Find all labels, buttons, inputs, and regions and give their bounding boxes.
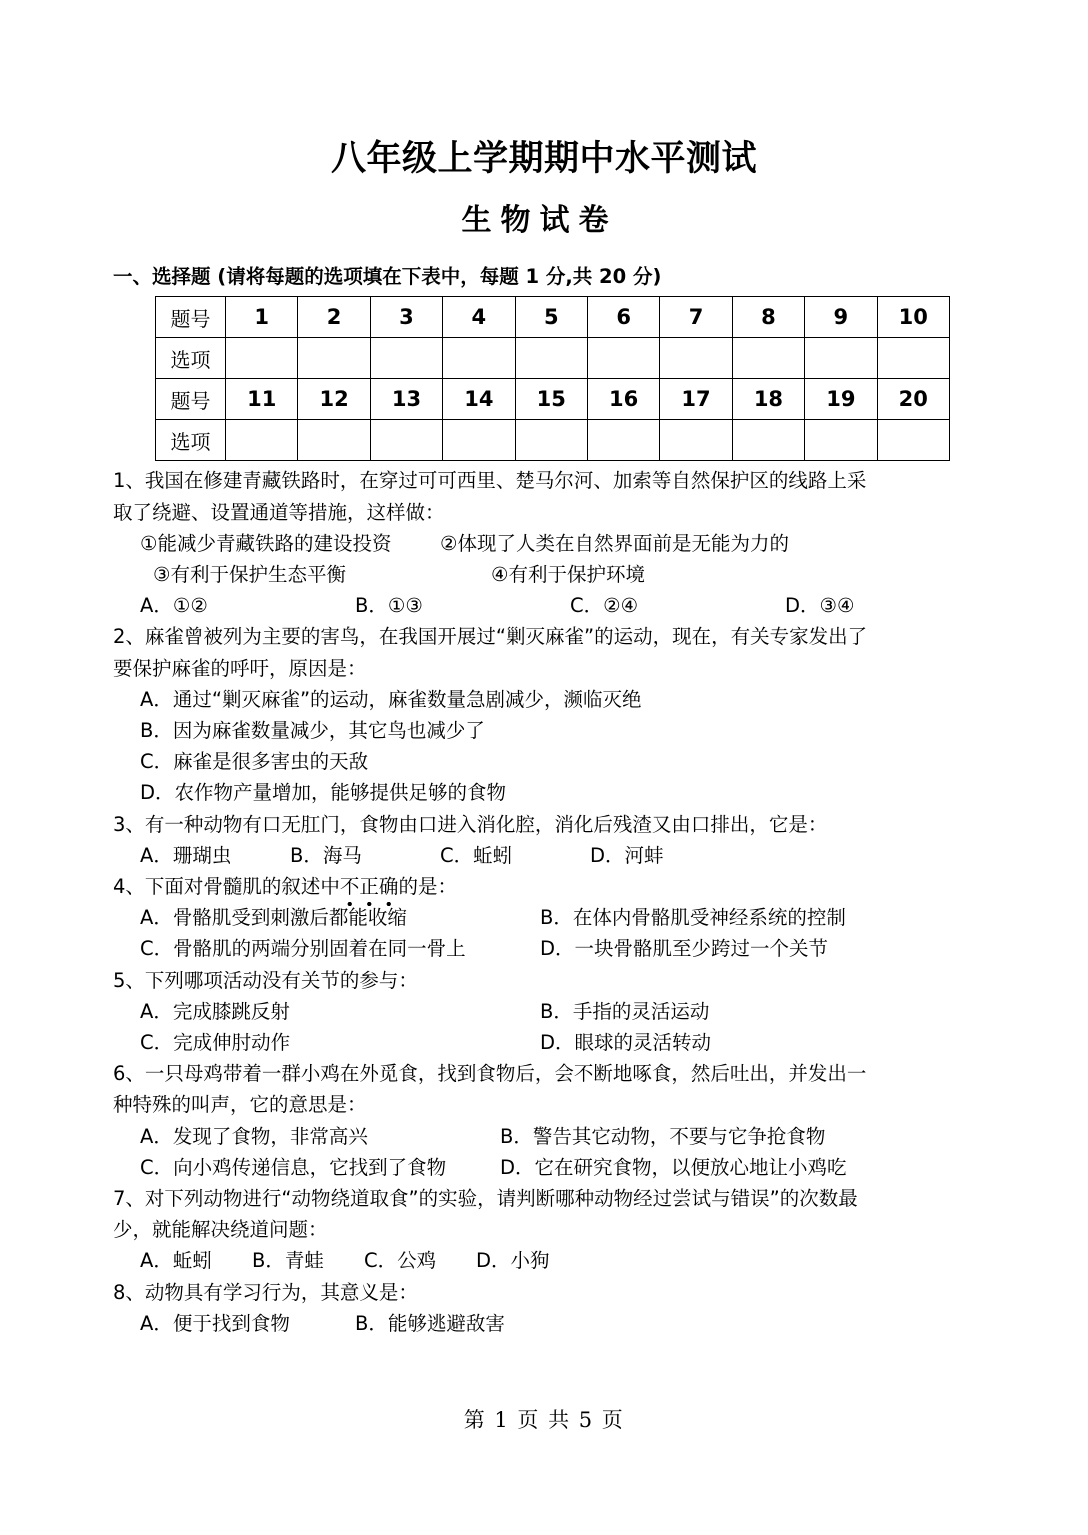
statement-row-2 (113, 559, 998, 590)
question-stem-prefix: 4、下面对骨髓肌的叙述中 (113, 875, 340, 899)
answer-input-cell[interactable] (443, 420, 515, 461)
option-a[interactable]: A．蚯蚓 (140, 1249, 212, 1273)
options-row (113, 590, 998, 621)
row-label-number-1: 题号 (156, 297, 226, 338)
answer-input-cell[interactable] (226, 338, 298, 379)
option-a[interactable]: A．发现了食物，非常高兴 (140, 1124, 368, 1148)
answer-input-cell[interactable] (732, 338, 804, 379)
question-4 (113, 871, 998, 965)
option-b[interactable]: B．青蛙 (252, 1249, 324, 1273)
option-d[interactable]: D．一块骨骼肌至少跨过一个关节 (540, 937, 829, 961)
question-stem-cont: 要保护麻雀的呼吁，原因是： (113, 656, 367, 680)
question-3 (113, 809, 998, 871)
option-d[interactable]: D．河蚌 (590, 843, 664, 867)
option-c[interactable]: C．蚯蚓 (440, 843, 513, 867)
question-stem: 2、麻雀曾被列为主要的害鸟，在我国开展过“剿灭麻雀”的运动，现在，有关专家发出了 (113, 625, 868, 649)
section-heading-choice: 一、选择题 (请将每题的选项填在下表中，每题 1 分,共 20 分) (113, 265, 662, 288)
options-row-1 (113, 996, 998, 1027)
question-stem-cont: 取了绕避、设置通道等措施，这样做： (113, 500, 445, 524)
table-row (156, 420, 950, 461)
answer-input-cell[interactable] (226, 420, 298, 461)
page-footer: 第 1 页 共 5 页 (463, 1408, 625, 1432)
question-number-cell: 3 (370, 297, 442, 338)
question-number-cell: 6 (587, 297, 659, 338)
option-d[interactable]: D．它在研究食物，以便放心地让小鸡吃 (500, 1155, 847, 1179)
question-5 (113, 965, 998, 1059)
question-number-cell: 8 (732, 297, 804, 338)
answer-input-cell[interactable] (805, 338, 877, 379)
answer-input-cell[interactable] (660, 420, 732, 461)
question-number-cell: 5 (515, 297, 587, 338)
options-row-2 (113, 933, 998, 964)
option-c[interactable]: C．向小鸡传递信息，它找到了食物 (140, 1155, 447, 1179)
answer-input-cell[interactable] (515, 338, 587, 379)
question-number-cell: 19 (805, 379, 877, 420)
option-a[interactable]: A．便于找到食物 (140, 1311, 290, 1335)
answer-table-wrapper (0, 289, 1088, 461)
question-number-cell: 11 (226, 379, 298, 420)
option-b[interactable]: B．能够逃避敌害 (355, 1311, 505, 1335)
question-number-cell: 9 (805, 297, 877, 338)
question-stem-cont: 少，就能解决绕道问题： (113, 1218, 328, 1242)
option-a[interactable]: A．①② (140, 594, 208, 618)
options-row-1 (113, 902, 998, 933)
statement-item: ④有利于保护环境 (491, 562, 645, 586)
answer-input-cell[interactable] (732, 420, 804, 461)
question-number-cell: 18 (732, 379, 804, 420)
question-8 (113, 1277, 998, 1339)
table-row (156, 379, 950, 420)
question-number-cell: 7 (660, 297, 732, 338)
question-1 (113, 465, 998, 621)
question-number-cell: 16 (587, 379, 659, 420)
answer-input-cell[interactable] (877, 420, 949, 461)
option-c[interactable]: C．②④ (570, 594, 639, 618)
page-title: 八年级上学期期中水平测试 (330, 139, 757, 179)
question-stem-suffix: 的是： (398, 875, 457, 899)
option-b[interactable]: B．因为麻雀数量减少，其它鸟也减少了 (140, 719, 485, 742)
question-number-cell: 12 (298, 379, 370, 420)
question-number-cell: 1 (226, 297, 298, 338)
answer-input-cell[interactable] (443, 338, 515, 379)
option-d[interactable]: D．眼球的灵活转动 (540, 1031, 712, 1055)
answer-input-cell[interactable] (805, 420, 877, 461)
questions-body (0, 461, 1088, 1339)
question-stem-cont: 种特殊的叫声，它的意思是： (113, 1093, 367, 1117)
row-label-option-1: 选项 (156, 338, 226, 379)
option-a[interactable]: A．珊瑚虫 (140, 843, 232, 867)
option-a[interactable]: A．通过“剿灭麻雀”的运动，麻雀数量急剧减少，濒临灭绝 (140, 687, 642, 711)
question-7 (113, 1183, 998, 1277)
statement-row-1 (113, 528, 998, 559)
answer-input-cell[interactable] (877, 338, 949, 379)
question-number-cell: 13 (370, 379, 442, 420)
answer-input-cell[interactable] (660, 338, 732, 379)
answer-input-cell[interactable] (370, 338, 442, 379)
answer-sheet-table (155, 296, 950, 461)
row-label-number-2: 题号 (156, 379, 226, 420)
answer-input-cell[interactable] (370, 420, 442, 461)
answer-input-cell[interactable] (587, 338, 659, 379)
option-c[interactable]: C．公鸡 (364, 1249, 437, 1273)
option-d[interactable]: D．农作物产量增加，能够提供足够的食物 (140, 781, 507, 805)
answer-input-cell[interactable] (515, 420, 587, 461)
question-number-cell: 14 (443, 379, 515, 420)
question-stem (113, 871, 998, 902)
question-stem: 7、对下列动物进行“动物绕道取食”的实验，请判断哪种动物经过尝试与错误”的次数最 (113, 1187, 858, 1211)
question-number-cell: 2 (298, 297, 370, 338)
option-b[interactable]: B．警告其它动物，不要与它争抢食物 (500, 1124, 826, 1148)
question-number-cell: 15 (515, 379, 587, 420)
question-stem: 3、有一种动物有口无肛门，食物由口进入消化腔，消化后残渣又由口排出，它是： (113, 812, 828, 836)
statement-item: ③有利于保护生态平衡 (153, 562, 346, 586)
option-c[interactable]: C．完成伸肘动作 (140, 1031, 291, 1055)
question-number-cell: 10 (877, 297, 949, 338)
table-row (156, 338, 950, 379)
options-row-2 (113, 1027, 998, 1058)
option-b[interactable]: B．在体内骨骼肌受神经系统的控制 (540, 906, 846, 930)
answer-input-cell[interactable] (298, 338, 370, 379)
question-number-cell: 17 (660, 379, 732, 420)
table-row (156, 297, 950, 338)
question-2 (113, 621, 998, 808)
option-c[interactable]: C．骨骼肌的两端分别固着在同一骨上 (140, 937, 466, 961)
answer-input-cell[interactable] (298, 420, 370, 461)
options-row-1 (113, 1121, 998, 1152)
statement-item: ①能减少青藏铁路的建设投资 (140, 531, 392, 555)
option-a[interactable]: A．完成膝跳反射 (140, 999, 290, 1023)
option-b[interactable]: B．手指的灵活运动 (540, 999, 710, 1023)
options-row (113, 1245, 998, 1276)
question-stem: 8、动物具有学习行为，其意义是： (113, 1280, 418, 1304)
question-number-cell: 20 (877, 379, 949, 420)
question-stem: 1、我国在修建青藏铁路时，在穿过可可西里、楚马尔河、加索等自然保护区的线路上采 (113, 469, 867, 493)
option-d[interactable]: D．③④ (785, 594, 855, 618)
option-a[interactable]: A．骨骼肌受到刺激后都能收缩 (140, 906, 407, 930)
answer-input-cell[interactable] (587, 420, 659, 461)
option-b[interactable]: B．海马 (290, 843, 362, 867)
question-stem: 6、一只母鸡带着一群小鸡在外觅食，找到食物后，会不断地啄食，然后吐出，并发出一 (113, 1062, 867, 1086)
options-row-2 (113, 1152, 998, 1183)
option-b[interactable]: B．①③ (355, 594, 423, 618)
option-c[interactable]: C．麻雀是很多害虫的天敌 (140, 750, 369, 774)
option-d[interactable]: D．小狗 (476, 1249, 550, 1273)
options-row (113, 840, 998, 871)
question-6 (113, 1058, 998, 1183)
statement-item: ②体现了人类在自然界面前是无能为力的 (440, 531, 789, 555)
question-stem-emphasis: 不正确 (339, 875, 399, 899)
page-subtitle: 生物试卷 (461, 203, 618, 238)
row-label-option-2: 选项 (156, 420, 226, 461)
options-row (113, 1308, 998, 1339)
question-stem: 5、下列哪项活动没有关节的参与： (113, 968, 418, 992)
question-number-cell: 4 (443, 297, 515, 338)
